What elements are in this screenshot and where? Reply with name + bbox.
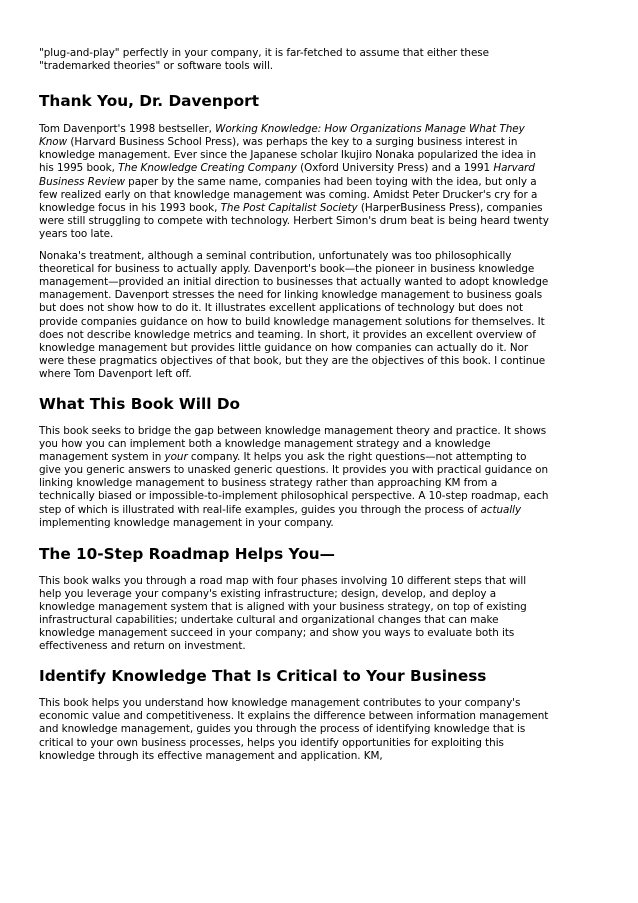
text-run: This book seeks to bridge the gap between knowledge management theory and practice. It shows you how you can implement both a knowledge management strategy and a knowledge management system in (39, 424, 547, 464)
journal-title-hbr: Harvard Business Review (39, 162, 535, 188)
thank-you-paragraph-1 (39, 123, 549, 241)
heading-thank-you: Thank You, Dr. Davenport (39, 92, 260, 111)
text-run: company. It helps you ask the right questions—not attempting to give you generic answers to unasked generic questions. It provides you with practical guidance on linking knowledge management to business strategy rather than approaching KM from a technically biased or impossible-to-implement philosophical perspective. A 10-step roadmap, each step of which is illustrated with real-life examples, guides you through the process of (39, 451, 549, 516)
text-run: (Oxford University Press) and a 1991 (296, 162, 494, 175)
heading-identify-knowledge: Identify Knowledge That Is Critical to Your Business (39, 667, 487, 686)
text-run: paper by the same name, companies had been toying with the idea, but only a few realized early on that knowledge management was coming. Amidst Peter Drucker's cry for a knowledge focus in his 1993 book, (39, 175, 538, 214)
book-title-knowledge-creating-company: The Knowledge Creating Company (118, 162, 297, 175)
identify-paragraph: This book helps you understand how knowledge management contributes to your company's economic value and competitiveness. It explains the difference between information management and knowledge management, guides you through the process of identifying knowledge that is critical to your own business processes, helps you identify opportunities for exploiting this knowledge through its effective management and application. KM, (39, 697, 549, 762)
document-page (39, 47, 549, 763)
heading-10-step-roadmap: The 10-Step Roadmap Helps You— (39, 544, 335, 563)
text-run: (HarperBusiness Press), companies were still struggling to compete with technology. Herbert Simon's drum beat is being heard twenty years too late. (39, 201, 549, 240)
text-run: Tom Davenport's 1998 bestseller, (39, 123, 216, 136)
text-run: implementing knowledge management in your company. (39, 516, 334, 529)
intro-paragraph: "plug-and-play" perfectly in your company, it is far-fetched to assume that either these "trademarked theories" or software tools will. (39, 47, 490, 73)
roadmap-paragraph: This book walks you through a road map with four phases involving 10 different steps that will help you leverage your company's existing infrastructure; design, develop, and deploy a knowledge management system that is aligned with your business strategy, on top of existing infrastructural capabilities; undertake cultural and organizational changes that can make knowledge management succeed in your company; and show you ways to evaluate both its effectiveness and return on investment. (39, 574, 527, 653)
thank-you-paragraph-2: Nonaka's treatment, although a seminal contribution, unfortunately was too philosophically theoretical for business to actually apply. Davenport's book—the pioneer in business knowledge management—provided an initial direction to businesses that actually wanted to adopt knowledge management. Davenport stresses the need for linking knowledge management to business goals but does not show how to do it. It illustrates excellent applications of technology but does not provide companies guidance on how to build knowledge management solutions for themselves. It does not describe knowledge metrics and teaming. In short, it provides an excellent overview of knowledge management but provides little guidance on how companies can actually do it. Nor were these pragmatics objectives of that book, but they are the objectives of this book. I continue where Tom Davenport left off. (39, 250, 549, 380)
text-run: (Harvard Business School Press), was perhaps the key to a surging business interest in knowledge management. Ever since the Japanese scholar Ikujiro Nonaka popularized the idea in his 1995 book, (39, 136, 537, 175)
emphasis-your: your (164, 451, 188, 464)
book-title-post-capitalist-society: The Post Capitalist Society (220, 201, 358, 214)
what-book-paragraph (39, 425, 549, 530)
emphasis-actually: actually (480, 503, 522, 516)
book-title-working-knowledge: Working Knowledge: How Organizations Manage What They Know (39, 123, 525, 149)
heading-what-this-book-will-do: What This Book Will Do (39, 394, 241, 413)
